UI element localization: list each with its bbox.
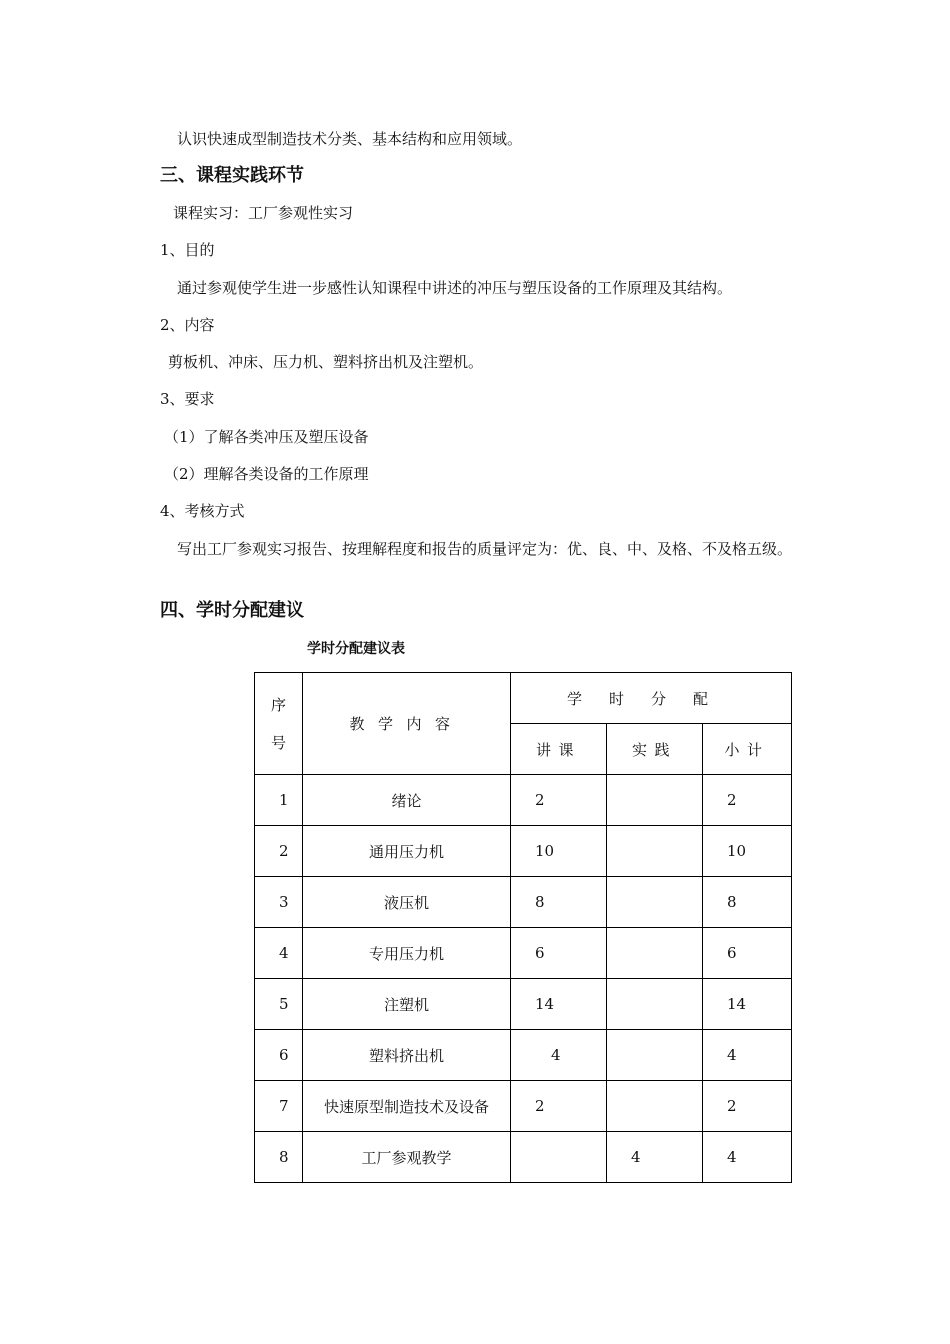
cell-subtotal: 10 <box>703 826 792 877</box>
cell-subtotal: 6 <box>703 928 792 979</box>
table-row <box>255 1132 792 1183</box>
cell-lecture: 4 <box>511 1030 607 1081</box>
item-heading-requirements: 3、要求 <box>160 390 215 408</box>
item-heading-content: 2、内容 <box>160 316 215 334</box>
cell-lecture: 2 <box>511 1081 607 1132</box>
cell-content: 快速原型制造技术及设备 <box>303 1081 511 1132</box>
cell-content: 注塑机 <box>303 979 511 1030</box>
header-allocation: 学时分配 <box>511 673 792 724</box>
table-row <box>255 1030 792 1081</box>
requirement-2: （2）理解各类设备的工作原理 <box>164 465 369 483</box>
cell-lecture <box>511 1132 607 1183</box>
cell-practice: 4 <box>607 1132 703 1183</box>
cell-subtotal: 8 <box>703 877 792 928</box>
table-row <box>255 775 792 826</box>
header-subtotal: 小计 <box>703 724 792 775</box>
cell-no: 4 <box>255 928 303 979</box>
cell-lecture: 10 <box>511 826 607 877</box>
paragraph-content: 剪板机、冲床、压力机、塑料挤出机及注塑机。 <box>168 353 484 371</box>
cell-practice <box>607 1030 703 1081</box>
cell-practice <box>607 877 703 928</box>
table-row <box>255 826 792 877</box>
cell-lecture: 14 <box>511 979 607 1030</box>
cell-practice <box>607 826 703 877</box>
table-header-row <box>255 673 792 724</box>
table-row <box>255 1081 792 1132</box>
cell-content: 塑料挤出机 <box>303 1030 511 1081</box>
cell-lecture: 8 <box>511 877 607 928</box>
table-row <box>255 928 792 979</box>
cell-content: 液压机 <box>303 877 511 928</box>
cell-practice <box>607 979 703 1030</box>
cell-no: 3 <box>255 877 303 928</box>
cell-no: 8 <box>255 1132 303 1183</box>
cell-practice <box>607 1081 703 1132</box>
requirement-1: （1）了解各类冲压及塑压设备 <box>164 428 369 446</box>
cell-content: 绪论 <box>303 775 511 826</box>
cell-subtotal: 2 <box>703 1081 792 1132</box>
table-caption: 学时分配建议表 <box>307 641 405 657</box>
cell-no: 1 <box>255 775 303 826</box>
cell-lecture: 2 <box>511 775 607 826</box>
cell-subtotal: 2 <box>703 775 792 826</box>
header-seq-top: 序 <box>270 695 286 714</box>
header-seq-bottom: 号 <box>270 733 286 752</box>
cell-content: 工厂参观教学 <box>303 1132 511 1183</box>
cell-subtotal: 4 <box>703 1132 792 1183</box>
header-content: 教学内容 <box>303 673 511 775</box>
cell-subtotal: 14 <box>703 979 792 1030</box>
header-seq <box>255 673 303 775</box>
item-heading-purpose: 1、目的 <box>160 241 215 259</box>
cell-lecture: 6 <box>511 928 607 979</box>
paragraph-assessment: 写出工厂参观实习报告、按理解程度和报告的质量评定为：优、良、中、及格、不及格五级。 <box>177 540 793 558</box>
cell-no: 6 <box>255 1030 303 1081</box>
cell-practice <box>607 928 703 979</box>
cell-no: 7 <box>255 1081 303 1132</box>
hours-allocation-table <box>254 672 792 1183</box>
cell-no: 5 <box>255 979 303 1030</box>
table-row <box>255 979 792 1030</box>
section-heading-practice: 三、课程实践环节 <box>160 165 304 186</box>
table-row <box>255 877 792 928</box>
paragraph-purpose: 通过参观使学生进一步感性认知课程中讲述的冲压与塑压设备的工作原理及其结构。 <box>177 279 733 297</box>
section-heading-hours: 四、学时分配建议 <box>160 600 304 621</box>
cell-content: 通用压力机 <box>303 826 511 877</box>
item-heading-assessment: 4、考核方式 <box>160 502 245 520</box>
header-practice: 实践 <box>607 724 703 775</box>
paragraph-rapid-prototyping: 认识快速成型制造技术分类、基本结构和应用领域。 <box>177 130 523 148</box>
cell-practice <box>607 775 703 826</box>
cell-content: 专用压力机 <box>303 928 511 979</box>
cell-subtotal: 4 <box>703 1030 792 1081</box>
header-lecture: 讲课 <box>511 724 607 775</box>
cell-no: 2 <box>255 826 303 877</box>
paragraph-internship: 课程实习：工厂参观性实习 <box>173 204 354 222</box>
